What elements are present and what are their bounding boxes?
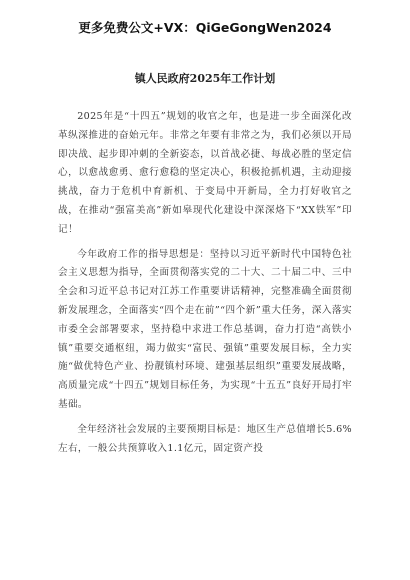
document-title: 镇人民政府2025年工作计划 xyxy=(134,72,276,85)
paragraph-guiding-thought: 今年政府工作的指导思想是：坚持以习近平新时代中国特色社会主义思想为指导，全面贯彻落实党的二十大、二十届二中、三中全会和习近平总书记对江苏工作重要讲话精神，完整准确全面贯彻新发展理念，全面落实“四个走在前”“四个新”重大任务，深入落实市委全会部署要求，坚持稳中求进工作总基调，奋力打造“高铁小镇”重要交通枢纽，竭力做实“富民、强镇”重要发展目标，全力实施“做优特色产业、扮靓镇村环境、建强基层组织”重要发展战略，高质量完成“十四五”规划目标任务，为实现“十五五”良好开局打牢基础。 xyxy=(58,248,352,410)
promo-banner: 更多免费公文+VX：QiGeGongWen2024 xyxy=(78,20,332,35)
paragraph-targets: 全年经济社会发展的主要预期目标是：地区生产总值增长5.6%左右，一般公共预算收入1.1亿元，固定资产投 xyxy=(58,423,352,454)
paragraph-intro: 2025年是“十四五”规划的收官之年，也是进一步全面深化改革纵深推进的奋始元年。非常之年要有非常之为，我们必须以开局即决战、起步即冲刺的全新姿态，以首战必捷、每战必胜的坚定信心，以愈战愈勇、愈行愈稳的坚定决心，积极抢抓机遇，主动迎接挑战，奋力于危机中育新机、于变局中开新局，全力打好收官之战，在推动“强富美高”新如皋现代化建设中深深烙下“XX铁军”印记！ xyxy=(58,111,352,235)
